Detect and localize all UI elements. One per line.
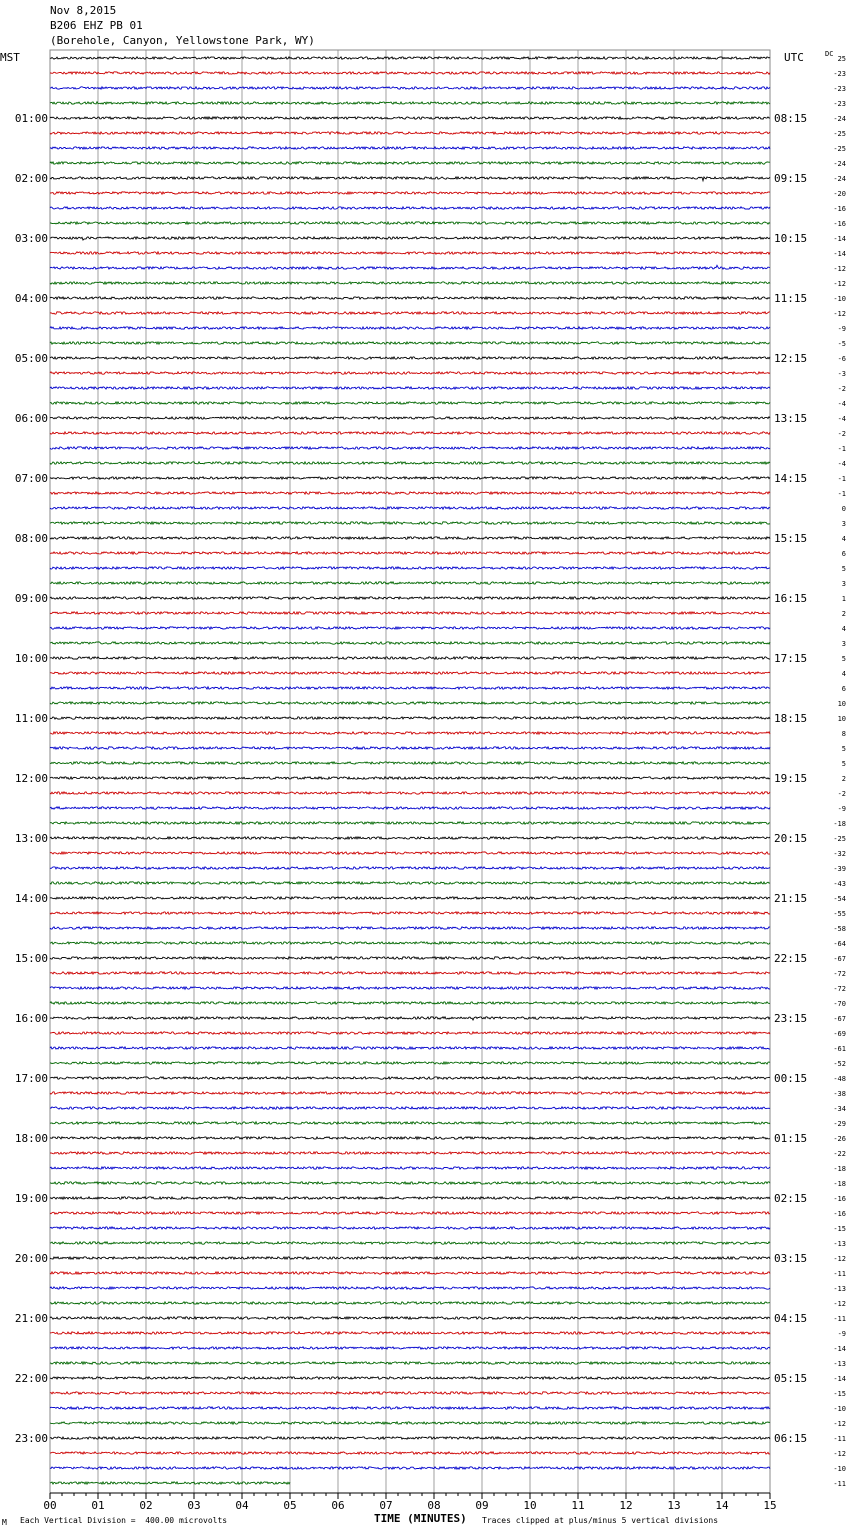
trace-56 xyxy=(50,897,770,899)
hour-label-left-0: 01:00 xyxy=(14,112,48,125)
x-tick-label-02: 02 xyxy=(139,1499,153,1512)
hour-label-right-5: 13:15 xyxy=(774,412,808,425)
hour-label-left-15: 16:00 xyxy=(14,1012,48,1025)
x-tick-label-01: 01 xyxy=(91,1499,105,1512)
hour-label-left-21: 22:00 xyxy=(14,1372,48,1385)
dc-offset-87: -13 xyxy=(833,1360,846,1368)
trace-27 xyxy=(50,462,770,464)
trace-95 xyxy=(50,1482,290,1484)
trace-7 xyxy=(50,162,770,164)
dc-offset-8: -24 xyxy=(833,175,846,183)
time-labels xyxy=(0,50,846,1488)
dc-offset-61: -72 xyxy=(833,970,846,978)
dc-offset-42: 6 xyxy=(841,685,846,693)
trace-53 xyxy=(50,852,770,854)
dc-offset-77: -16 xyxy=(833,1210,846,1218)
dc-offset-83: -12 xyxy=(833,1300,846,1308)
trace-59 xyxy=(50,942,770,944)
trace-74 xyxy=(50,1167,770,1169)
scale-note: Each Vertical Division = 400.00 microvolts xyxy=(20,1516,228,1525)
hour-label-right-0: 08:15 xyxy=(774,112,808,125)
trace-71 xyxy=(50,1122,770,1124)
dc-offset-85: -9 xyxy=(837,1330,846,1338)
minute-gridlines xyxy=(50,50,770,1493)
dc-offset-59: -64 xyxy=(833,940,846,948)
trace-39 xyxy=(50,642,770,644)
dc-offset-68: -48 xyxy=(833,1075,846,1083)
trace-5 xyxy=(50,132,770,134)
dc-offset-46: 5 xyxy=(841,745,846,753)
dc-offset-64: -67 xyxy=(833,1015,846,1023)
hour-label-right-7: 15:15 xyxy=(774,532,808,545)
dc-offset-33: 6 xyxy=(841,550,846,558)
trace-46 xyxy=(50,747,770,749)
trace-84 xyxy=(50,1317,770,1319)
dc-offset-48: 2 xyxy=(841,775,846,783)
dc-offset-23: -4 xyxy=(837,400,846,408)
x-tick-label-10: 10 xyxy=(523,1499,537,1512)
dc-offset-32: 4 xyxy=(841,535,846,543)
trace-43 xyxy=(50,702,770,704)
dc-offset-20: -6 xyxy=(837,355,846,363)
hour-label-right-11: 19:15 xyxy=(774,772,808,785)
trace-58 xyxy=(50,927,770,929)
x-tick-label-13: 13 xyxy=(667,1499,681,1512)
trace-88 xyxy=(50,1377,770,1379)
hour-label-left-6: 07:00 xyxy=(14,472,48,485)
dc-offset-69: -38 xyxy=(833,1090,846,1098)
trace-group xyxy=(50,57,770,1484)
trace-81 xyxy=(50,1272,770,1274)
hour-label-left-1: 02:00 xyxy=(14,172,48,185)
dc-offset-28: -1 xyxy=(837,475,846,483)
trace-19 xyxy=(50,342,770,344)
trace-72 xyxy=(50,1137,770,1139)
x-tick-label-09: 09 xyxy=(475,1499,489,1512)
dc-offset-44: 10 xyxy=(837,715,846,723)
x-axis xyxy=(43,1493,776,1512)
trace-90 xyxy=(50,1407,770,1409)
hour-label-right-10: 18:15 xyxy=(774,712,808,725)
trace-14 xyxy=(50,265,770,269)
hour-label-right-1: 09:15 xyxy=(774,172,808,185)
trace-35 xyxy=(50,582,770,584)
dc-offset-86: -14 xyxy=(833,1345,846,1353)
trace-75 xyxy=(50,1182,770,1184)
dc-offset-10: -16 xyxy=(833,205,846,213)
trace-8 xyxy=(50,177,770,181)
hour-label-right-19: 03:15 xyxy=(774,1252,808,1265)
x-tick-label-04: 04 xyxy=(235,1499,249,1512)
trace-87 xyxy=(50,1362,770,1364)
hour-label-left-19: 20:00 xyxy=(14,1252,48,1265)
trace-32 xyxy=(50,537,770,539)
dc-offset-94: -10 xyxy=(833,1465,846,1473)
hour-label-right-21: 05:15 xyxy=(774,1372,808,1385)
dc-offset-2: -23 xyxy=(833,85,846,93)
trace-73 xyxy=(50,1152,770,1154)
trace-94 xyxy=(50,1467,770,1469)
dc-offset-63: -70 xyxy=(833,1000,846,1008)
hour-label-left-22: 23:00 xyxy=(14,1432,48,1445)
x-tick-label-08: 08 xyxy=(427,1499,441,1512)
trace-29 xyxy=(50,492,770,494)
trace-49 xyxy=(50,792,770,794)
corner-mark: M xyxy=(2,1518,7,1527)
dc-offset-47: 5 xyxy=(841,760,846,768)
dc-offset-65: -69 xyxy=(833,1030,846,1038)
hour-label-left-8: 09:00 xyxy=(14,592,48,605)
dc-offset-73: -22 xyxy=(833,1150,846,1158)
dc-offset-1: -23 xyxy=(833,70,846,78)
trace-2 xyxy=(50,87,770,89)
dc-offset-6: -25 xyxy=(833,145,846,153)
x-tick-label-07: 07 xyxy=(379,1499,393,1512)
dc-offset-53: -32 xyxy=(833,850,846,858)
trace-28 xyxy=(50,477,770,479)
x-tick-label-05: 05 xyxy=(283,1499,297,1512)
trace-91 xyxy=(50,1422,770,1424)
dc-offset-26: -1 xyxy=(837,445,846,453)
trace-78 xyxy=(50,1227,770,1229)
left-zone-label: MST xyxy=(0,51,20,64)
dc-offset-18: -9 xyxy=(837,325,846,333)
trace-61 xyxy=(50,972,770,974)
trace-1 xyxy=(50,72,770,74)
dc-offset-71: -29 xyxy=(833,1120,846,1128)
trace-62 xyxy=(50,987,770,989)
dc-offset-88: -14 xyxy=(833,1375,846,1383)
dc-offset-93: -12 xyxy=(833,1450,846,1458)
dc-offset-51: -18 xyxy=(833,820,846,828)
dc-offset-29: -1 xyxy=(837,490,846,498)
dc-offset-34: 5 xyxy=(841,565,846,573)
trace-79 xyxy=(50,1242,770,1244)
trace-48 xyxy=(50,777,770,779)
dc-offset-17: -12 xyxy=(833,310,846,318)
x-tick-label-00: 00 xyxy=(43,1499,57,1512)
trace-45 xyxy=(50,732,770,734)
hour-label-left-11: 12:00 xyxy=(14,772,48,785)
trace-37 xyxy=(50,612,770,614)
dc-offset-91: -12 xyxy=(833,1420,846,1428)
dc-offset-66: -61 xyxy=(833,1045,846,1053)
dc-offset-41: 4 xyxy=(841,670,846,678)
hour-label-left-5: 06:00 xyxy=(14,412,48,425)
dc-offset-12: -14 xyxy=(833,235,846,243)
trace-42 xyxy=(50,687,770,689)
dc-offset-89: -15 xyxy=(833,1390,846,1398)
dc-offset-30: 0 xyxy=(841,505,846,513)
dc-offset-79: -13 xyxy=(833,1240,846,1248)
dc-offset-40: 5 xyxy=(841,655,846,663)
trace-51 xyxy=(50,822,770,824)
dc-offset-50: -9 xyxy=(837,805,846,813)
hour-label-right-20: 04:15 xyxy=(774,1312,808,1325)
dc-offset-22: -2 xyxy=(837,385,846,393)
dc-offset-72: -26 xyxy=(833,1135,846,1143)
trace-76 xyxy=(50,1197,770,1199)
dc-offset-35: 3 xyxy=(841,580,846,588)
hour-label-right-3: 11:15 xyxy=(774,292,808,305)
dc-offset-0: 25 xyxy=(837,55,846,63)
hour-label-right-18: 02:15 xyxy=(774,1192,808,1205)
dc-offset-84: -11 xyxy=(833,1315,846,1323)
x-tick-label-14: 14 xyxy=(715,1499,729,1512)
trace-33 xyxy=(50,552,770,554)
trace-11 xyxy=(50,222,770,224)
dc-offset-57: -55 xyxy=(833,910,846,918)
trace-38 xyxy=(50,627,770,629)
trace-60 xyxy=(50,957,770,959)
trace-34 xyxy=(50,567,770,569)
trace-0 xyxy=(50,57,770,59)
trace-40 xyxy=(50,657,770,659)
trace-86 xyxy=(50,1347,770,1349)
dc-offset-60: -67 xyxy=(833,955,846,963)
dc-offset-7: -24 xyxy=(833,160,846,168)
hour-label-left-14: 15:00 xyxy=(14,952,48,965)
dc-offset-74: -18 xyxy=(833,1165,846,1173)
x-tick-label-03: 03 xyxy=(187,1499,201,1512)
dc-offset-80: -12 xyxy=(833,1255,846,1263)
trace-6 xyxy=(50,147,770,149)
trace-57 xyxy=(50,912,770,914)
dc-offset-78: -15 xyxy=(833,1225,846,1233)
dc-offset-9: -20 xyxy=(833,190,846,198)
hour-label-right-4: 12:15 xyxy=(774,352,808,365)
trace-26 xyxy=(50,447,770,449)
dc-offset-58: -58 xyxy=(833,925,846,933)
dc-offset-25: -2 xyxy=(837,430,846,438)
dc-offset-14: -12 xyxy=(833,265,846,273)
trace-83 xyxy=(50,1302,770,1304)
trace-82 xyxy=(50,1287,770,1289)
hour-label-right-15: 23:15 xyxy=(774,1012,808,1025)
dc-offset-67: -52 xyxy=(833,1060,846,1068)
dc-offset-43: 10 xyxy=(837,700,846,708)
clip-note: Traces clipped at plus/minus 5 vertical divisions xyxy=(482,1516,719,1525)
dc-offset-37: 2 xyxy=(841,610,846,618)
trace-47 xyxy=(50,762,770,764)
trace-17 xyxy=(50,312,770,314)
x-tick-label-12: 12 xyxy=(619,1499,633,1512)
trace-85 xyxy=(50,1332,770,1334)
dc-offset-38: 4 xyxy=(841,625,846,633)
trace-20 xyxy=(50,357,770,359)
trace-54 xyxy=(50,867,770,869)
header-station: B206 EHZ PB 01 xyxy=(50,19,143,32)
dc-offset-76: -16 xyxy=(833,1195,846,1203)
trace-63 xyxy=(50,1002,770,1004)
dc-offset-52: -25 xyxy=(833,835,846,843)
dc-offset-15: -12 xyxy=(833,280,846,288)
trace-68 xyxy=(50,1077,770,1079)
trace-4 xyxy=(50,117,770,119)
hour-label-right-16: 00:15 xyxy=(774,1072,808,1085)
dc-offset-70: -34 xyxy=(833,1105,846,1113)
dc-offset-62: -72 xyxy=(833,985,846,993)
dc-label: DC xyxy=(825,50,834,58)
dc-offset-81: -11 xyxy=(833,1270,846,1278)
trace-23 xyxy=(50,402,770,404)
trace-9 xyxy=(50,192,770,194)
trace-65 xyxy=(50,1032,770,1034)
dc-offset-49: -2 xyxy=(837,790,846,798)
trace-22 xyxy=(50,387,770,389)
trace-80 xyxy=(50,1257,770,1259)
dc-offset-90: -10 xyxy=(833,1405,846,1413)
trace-41 xyxy=(50,672,770,674)
hour-label-left-12: 13:00 xyxy=(14,832,48,845)
dc-offset-56: -54 xyxy=(833,895,846,903)
dc-offset-19: -5 xyxy=(837,340,846,348)
trace-10 xyxy=(50,207,770,209)
dc-offset-24: -4 xyxy=(837,415,846,423)
x-tick-label-11: 11 xyxy=(571,1499,585,1512)
trace-55 xyxy=(50,882,770,884)
hour-label-left-20: 21:00 xyxy=(14,1312,48,1325)
trace-15 xyxy=(50,282,770,284)
hour-label-left-13: 14:00 xyxy=(14,892,48,905)
x-tick-label-15: 15 xyxy=(763,1499,777,1512)
hour-label-right-14: 22:15 xyxy=(774,952,808,965)
trace-16 xyxy=(50,297,770,299)
dc-offset-5: -25 xyxy=(833,130,846,138)
hour-label-left-18: 19:00 xyxy=(14,1192,48,1205)
hour-label-left-17: 18:00 xyxy=(14,1132,48,1145)
trace-30 xyxy=(50,507,770,509)
hour-label-right-12: 20:15 xyxy=(774,832,808,845)
trace-92 xyxy=(50,1437,770,1439)
right-zone-label: UTC xyxy=(784,51,804,64)
hour-label-left-10: 11:00 xyxy=(14,712,48,725)
header-date: Nov 8,2015 xyxy=(50,4,117,17)
header-location: (Borehole, Canyon, Yellowstone Park, WY) xyxy=(50,34,315,47)
dc-offset-82: -13 xyxy=(833,1285,846,1293)
x-tick-label-06: 06 xyxy=(331,1499,345,1512)
dc-offset-21: -3 xyxy=(837,370,846,378)
trace-44 xyxy=(50,717,770,719)
trace-77 xyxy=(50,1212,770,1214)
trace-67 xyxy=(50,1062,770,1064)
hour-label-left-2: 03:00 xyxy=(14,232,48,245)
x-axis-title: TIME (MINUTES) xyxy=(374,1512,467,1525)
trace-69 xyxy=(50,1092,770,1094)
dc-offset-39: 3 xyxy=(841,640,846,648)
hour-label-right-6: 14:15 xyxy=(774,472,808,485)
dc-offset-13: -14 xyxy=(833,250,846,258)
trace-64 xyxy=(50,1017,770,1020)
hour-label-left-3: 04:00 xyxy=(14,292,48,305)
hour-label-left-4: 05:00 xyxy=(14,352,48,365)
trace-66 xyxy=(50,1047,770,1049)
plot-frame xyxy=(50,50,770,1493)
trace-3 xyxy=(50,102,770,104)
trace-36 xyxy=(50,597,770,599)
dc-offset-45: 8 xyxy=(841,730,846,738)
trace-12 xyxy=(50,237,770,240)
dc-offset-55: -43 xyxy=(833,880,846,888)
trace-93 xyxy=(50,1452,770,1454)
dc-offset-75: -18 xyxy=(833,1180,846,1188)
trace-31 xyxy=(50,522,770,524)
trace-18 xyxy=(50,327,770,329)
trace-70 xyxy=(50,1107,770,1109)
trace-25 xyxy=(50,432,770,434)
hour-label-right-22: 06:15 xyxy=(774,1432,808,1445)
hour-label-right-2: 10:15 xyxy=(774,232,808,245)
hour-label-right-8: 16:15 xyxy=(774,592,808,605)
dc-offset-31: 3 xyxy=(841,520,846,528)
dc-offset-92: -11 xyxy=(833,1435,846,1443)
dc-offset-3: -23 xyxy=(833,100,846,108)
trace-21 xyxy=(50,372,770,374)
hour-label-left-16: 17:00 xyxy=(14,1072,48,1085)
dc-offset-11: -16 xyxy=(833,220,846,228)
hour-label-left-7: 08:00 xyxy=(14,532,48,545)
trace-50 xyxy=(50,807,770,809)
hour-label-left-9: 10:00 xyxy=(14,652,48,665)
dc-offset-16: -10 xyxy=(833,295,846,303)
hour-label-right-13: 21:15 xyxy=(774,892,808,905)
trace-89 xyxy=(50,1392,770,1394)
dc-offset-54: -39 xyxy=(833,865,846,873)
dc-offset-27: -4 xyxy=(837,460,846,468)
hour-label-right-17: 01:15 xyxy=(774,1132,808,1145)
dc-offset-4: -24 xyxy=(833,115,846,123)
trace-52 xyxy=(50,837,770,839)
trace-13 xyxy=(50,252,770,254)
hour-label-right-9: 17:15 xyxy=(774,652,808,665)
dc-offset-36: 1 xyxy=(841,595,846,603)
trace-24 xyxy=(50,417,770,419)
dc-offset-95: -11 xyxy=(833,1480,846,1488)
